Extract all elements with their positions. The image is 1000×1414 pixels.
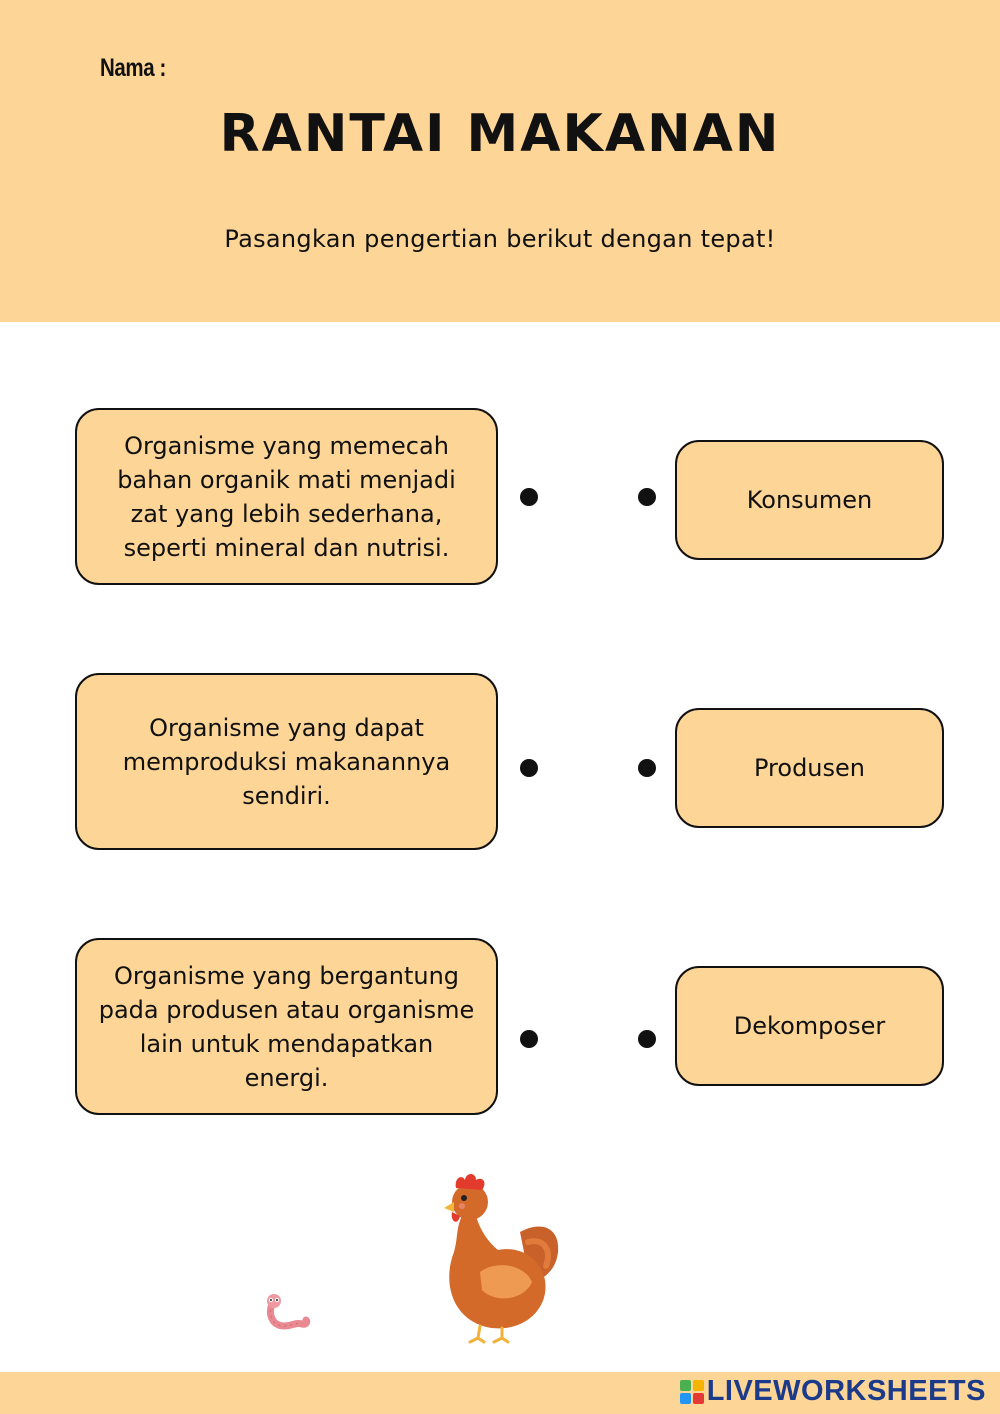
- instruction-text: Pasangkan pengertian berikut dengan tepat!: [224, 225, 776, 253]
- definition-card-2[interactable]: [75, 673, 498, 850]
- right-connector-dot-1[interactable]: [638, 488, 656, 506]
- term-text: Produsen: [754, 754, 865, 782]
- term-text: Konsumen: [746, 486, 873, 514]
- page-title: RANTAI MAKANAN: [219, 104, 781, 164]
- worm-illustration: [258, 1292, 314, 1336]
- right-connector-dot-3[interactable]: [638, 1030, 656, 1048]
- right-connector-dot-2[interactable]: [638, 759, 656, 777]
- term-card-1[interactable]: [675, 440, 944, 560]
- brand-name: LIVEWORKSHEETS: [706, 1375, 986, 1407]
- left-connector-dot-3[interactable]: [520, 1030, 538, 1048]
- definition-text: Organisme yang bergantung pada produsen atau organisme lain untuk mendapatkan energi.: [98, 961, 475, 1092]
- left-connector-dot-2[interactable]: [520, 759, 538, 777]
- definition-text: Organisme yang memecah bahan organik mati menjadi zat yang lebih sederhana, seperti mineral dan nutrisi.: [117, 431, 456, 562]
- hen-illustration: [432, 1172, 564, 1344]
- term-card-2[interactable]: [675, 708, 944, 828]
- definition-card-3[interactable]: [75, 938, 498, 1115]
- footer-bar: [0, 1372, 1000, 1414]
- liveworksheets-logo[interactable]: [680, 1375, 986, 1408]
- term-text: Dekomposer: [733, 1012, 886, 1040]
- name-label: Nama :: [100, 54, 166, 82]
- left-connector-dot-1[interactable]: [520, 488, 538, 506]
- definition-text: Organisme yang dapat memproduksi makanannya sendiri.: [122, 713, 451, 810]
- term-card-3[interactable]: [675, 966, 944, 1086]
- definition-card-1[interactable]: [75, 408, 498, 585]
- logo-blocks-icon: [680, 1380, 704, 1404]
- header-banner: [0, 0, 1000, 322]
